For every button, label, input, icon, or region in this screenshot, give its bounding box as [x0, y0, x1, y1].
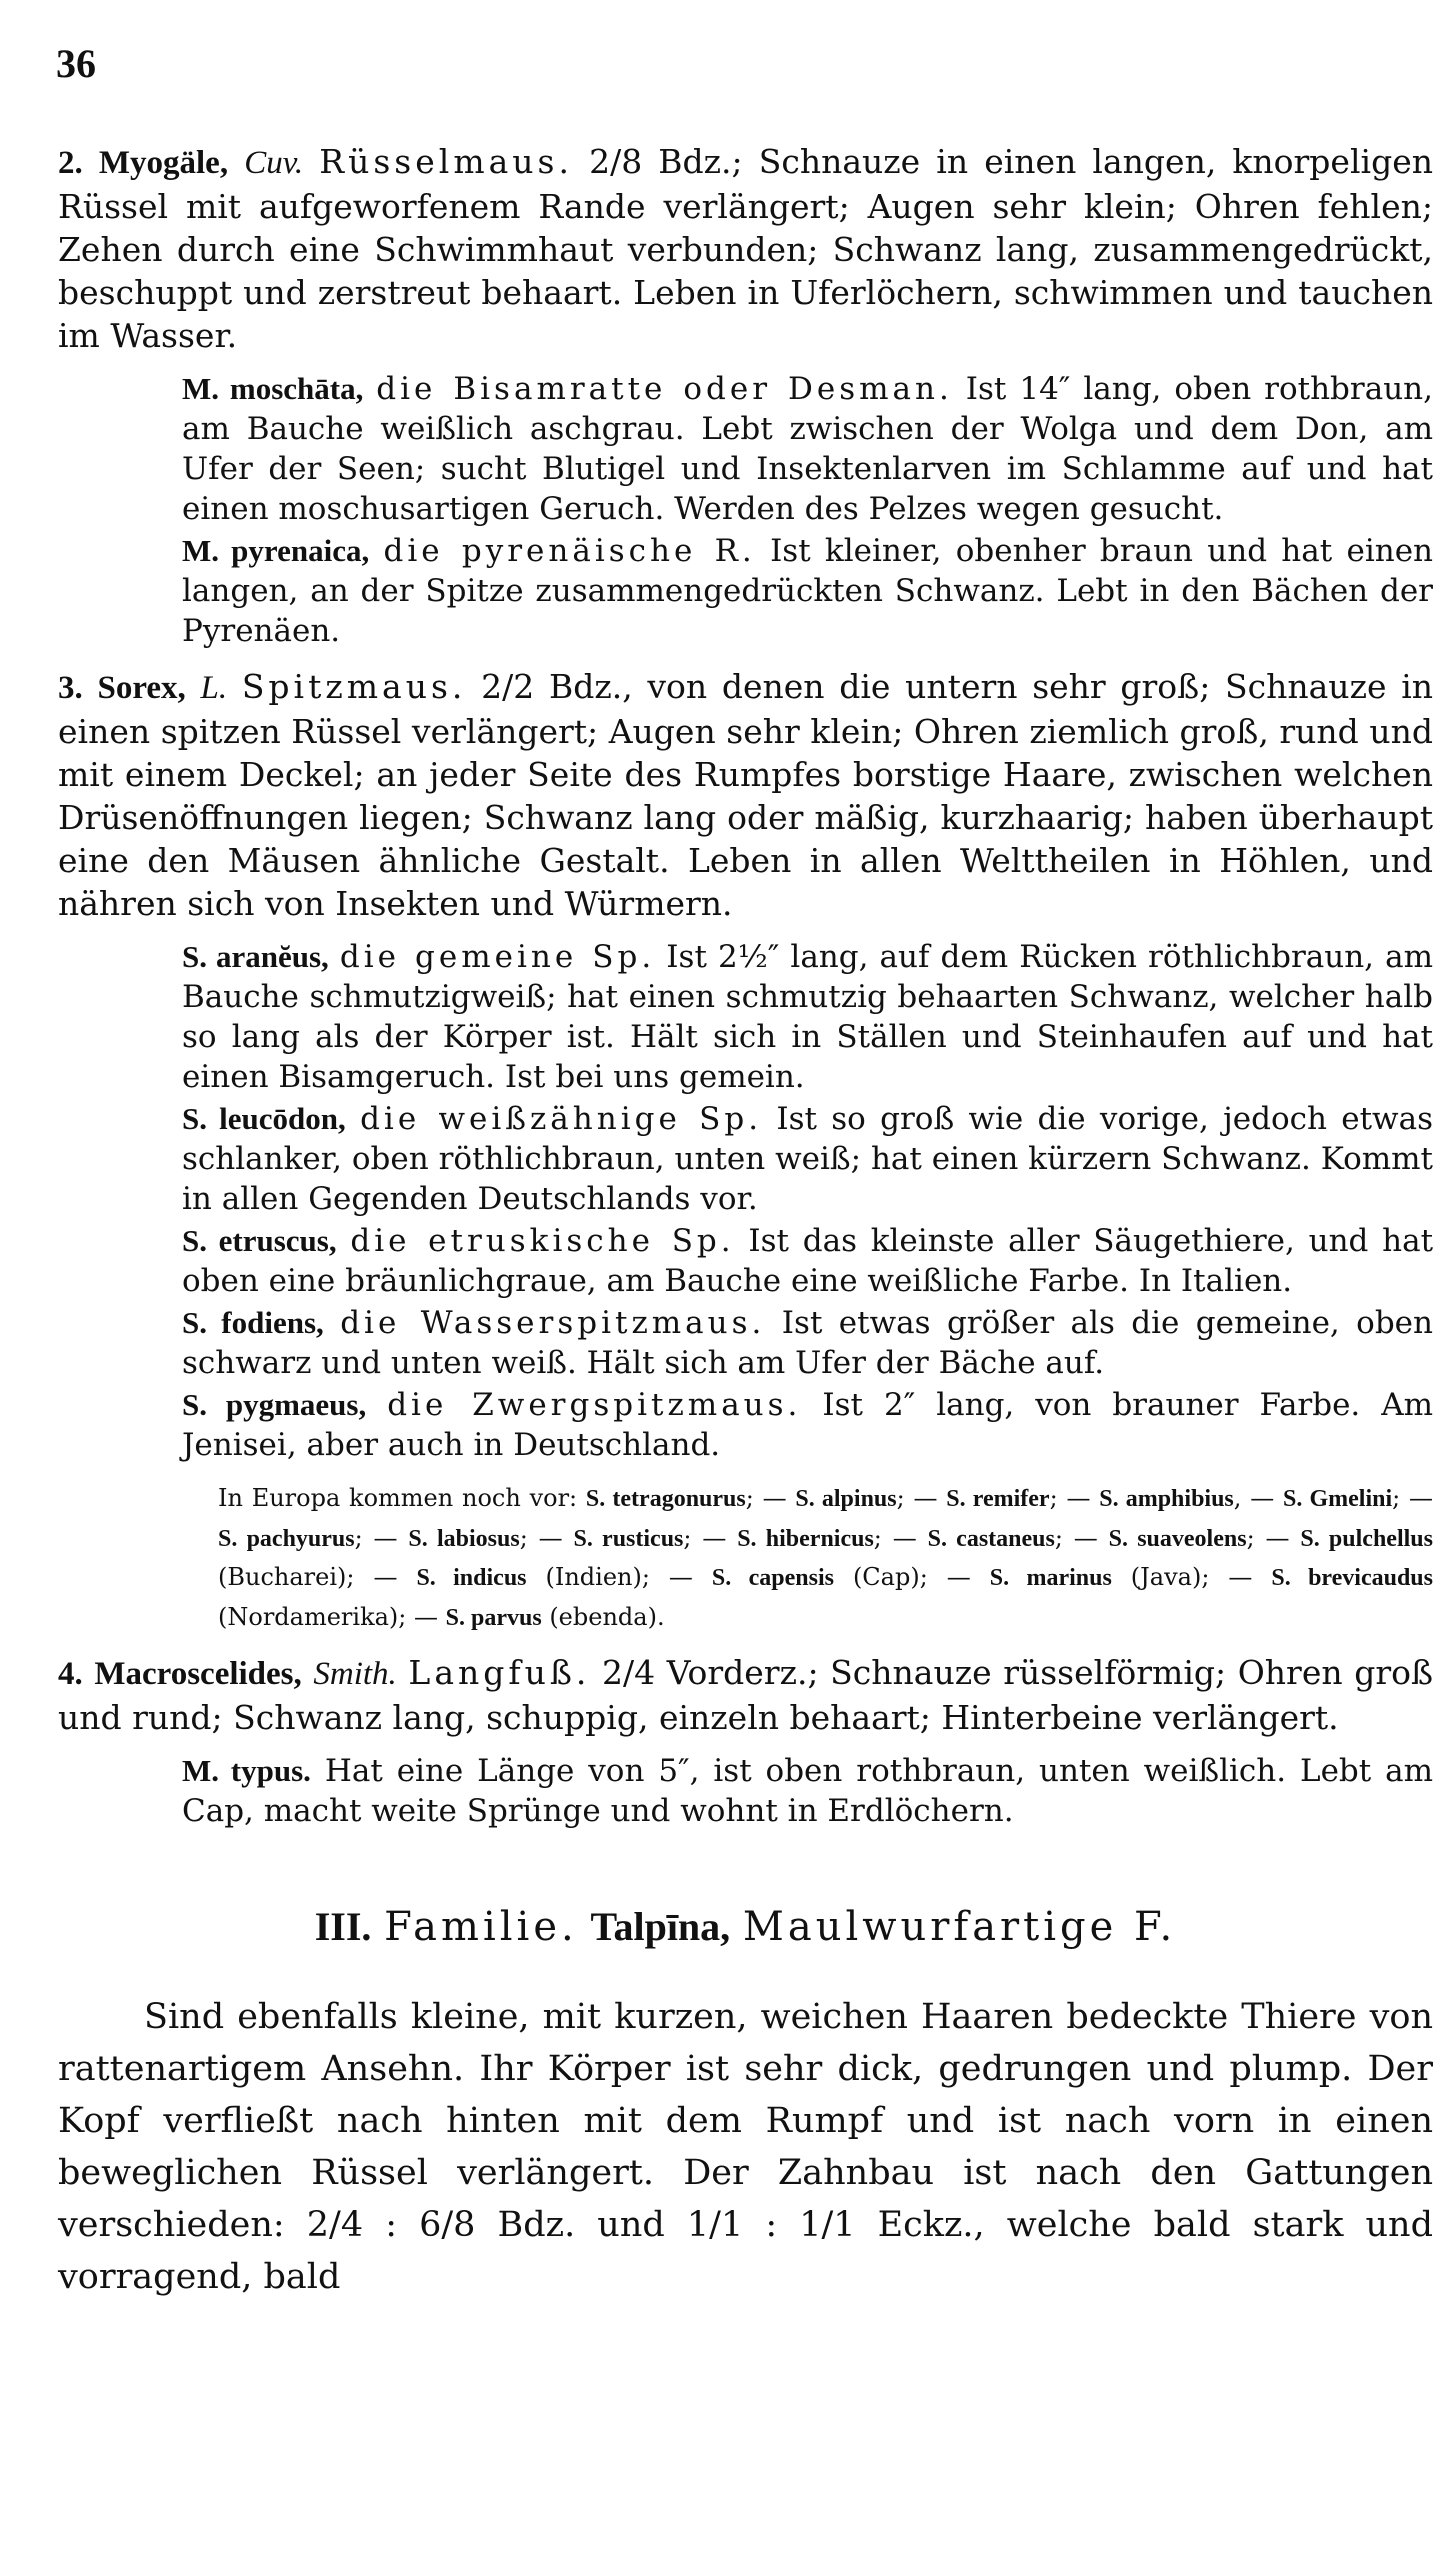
page-number: 36	[56, 41, 96, 86]
note-separator: —	[354, 1563, 417, 1591]
note-intro: In Europa kommen noch vor:	[218, 1484, 578, 1512]
note-separator: —	[1241, 1484, 1283, 1512]
note-species-name: S. amphibius	[1099, 1486, 1234, 1512]
genus-number: 2.	[58, 145, 83, 181]
note-species-name: S. pulchellus	[1300, 1525, 1433, 1552]
family-label: Familie.	[384, 1904, 578, 1950]
note-species-suffix: ;	[1054, 1523, 1063, 1552]
species-entry	[58, 1221, 1433, 1301]
note-species-name: S. parvus	[445, 1604, 542, 1631]
genus-number: 3.	[58, 670, 83, 706]
species-common-name: die Bisamratte oder Desman.	[376, 371, 953, 407]
note-separator: —	[753, 1484, 796, 1512]
note-species-suffix: ;	[1049, 1484, 1058, 1512]
note-species-name: S. Gmelini	[1282, 1486, 1393, 1512]
species-name: S. etruscus,	[182, 1223, 337, 1258]
note-species-suffix: (Cap);	[833, 1563, 928, 1591]
genus-description: 2/4 Vorderz.; Schnauze rüsselförmig; Ohren groß und rund; Schwanz lang, schuppig, einzeln behaart; Hinterbeine verlängert.	[58, 1653, 1434, 1737]
family-latin-name: Talpīna,	[590, 1904, 731, 1949]
note-species-name: S. marinus	[989, 1565, 1112, 1591]
species-name: S. pygmaeus,	[182, 1387, 367, 1422]
note-separator: —	[406, 1602, 446, 1631]
note-separator: —	[881, 1523, 928, 1552]
note-species-name: S. brevicaudus	[1271, 1565, 1433, 1591]
note-species-suffix: ;	[1246, 1523, 1255, 1552]
note-species-name: S. tetragonurus	[585, 1486, 746, 1512]
species-description: Ist etwas größer als die gemeine, oben schwarz und unten weiß. Hält sich am Ufer der Bäche auf.	[182, 1305, 1433, 1381]
species-entry	[58, 531, 1433, 651]
species-description: Hat eine Länge von 5″, ist oben rothbraun, unten weißlich. Lebt am Cap, macht weite Sprünge und wohnt in Erdlöchern.	[182, 1753, 1433, 1829]
species-description: Ist das kleinste aller Säugethiere, und hat oben eine bräunlichgraue, am Bauche eine weißliche Farbe. In Italien.	[182, 1223, 1434, 1299]
species-description: Ist 2″ lang, von brauner Farbe. Am Jenisei, aber auch in Deutschland.	[182, 1387, 1434, 1463]
species-common-name: die gemeine Sp.	[339, 939, 656, 975]
species-common-name: die weißzähnige Sp.	[360, 1101, 763, 1137]
species-description: Ist so groß wie die vorige, jedoch etwas schlanker, oben röthlichbraun, unten weiß; hat einen kürzern Schwanz. Kommt in allen Gegenden Deutschlands vor.	[182, 1101, 1433, 1217]
note-separator: —	[649, 1563, 712, 1591]
genus-myogale	[58, 140, 1433, 357]
family-heading	[58, 1901, 1433, 1953]
genus-description: 2/2 Bdz., von denen die untern sehr groß; Schnauze in einen spitzen Rüssel verlängert; Augen sehr klein; Ohren ziemlich groß, rund und mit einem Deckel; an jeder Seite des Rumpfes borstige Haare, zwischen welchen Drüsenöffnungen liegen; Schwanz lang oder mäßig, kurzhaarig; haben überhaupt eine den Mäusen ähnliche Gestalt. Leben in allen Welttheilen in Höhlen, und nähren sich von Insekten und Würmern.	[58, 667, 1433, 923]
note-separator: —	[1062, 1523, 1109, 1552]
note-species-name: S. hibernicus	[737, 1525, 874, 1552]
note-species-suffix: ,	[1233, 1484, 1242, 1512]
genus-common-name: Rüsselmaus.	[319, 142, 573, 181]
species-name: M. moschāta,	[182, 371, 364, 406]
note-species-name: S. labiosus	[408, 1525, 520, 1552]
note-separator: —	[904, 1484, 947, 1512]
genus-author: L.	[200, 670, 228, 706]
genus-macroscelides	[58, 1651, 1433, 1739]
note-species-name: S. pachyurus	[218, 1525, 355, 1552]
note-separator: —	[927, 1563, 990, 1591]
note-species-name: S. remifer	[946, 1486, 1050, 1512]
genus-sorex	[58, 665, 1433, 925]
note-species-name: S. alpinus	[795, 1486, 897, 1512]
note-species-suffix: ;	[896, 1484, 905, 1512]
genus-author: Cuv.	[244, 145, 304, 181]
species-description: Ist kleiner, obenher braun und hat einen langen, an der Spitze zusammengedrückten Schwanz. Lebt in den Bächen der Pyrenäen.	[182, 533, 1434, 649]
species-description: Ist 2½″ lang, auf dem Rücken röthlichbraun, am Bauche schmutzigweiß; hat einen schmutzig behaarten Schwanz, welcher halb so lang als der Körper ist. Hält sich in Ställen und Steinhaufen auf und hat einen Bisamgeruch. Ist bei uns gemein.	[182, 939, 1433, 1095]
note-species-suffix: ;	[519, 1523, 528, 1552]
note-separator: —	[691, 1523, 738, 1552]
species-common-name: die etruskische Sp.	[350, 1223, 735, 1259]
additional-species-note	[58, 1479, 1433, 1637]
species-name: S. fodiens,	[182, 1305, 324, 1340]
note-species-suffix: (Bucharei);	[218, 1563, 355, 1591]
species-entry	[58, 937, 1433, 1097]
note-species-suffix: (Nordamerika);	[218, 1602, 407, 1631]
note-species-name: S. castaneus	[927, 1525, 1055, 1552]
species-common-name: die Wasserspitzmaus.	[340, 1305, 766, 1341]
page-content	[58, 140, 1433, 2303]
note-species-name: S. suaveolens	[1108, 1525, 1247, 1552]
note-species-name: S. rusticus	[573, 1525, 684, 1552]
genus-number: 4.	[58, 1656, 83, 1692]
species-common-name: die pyrenäische R.	[383, 533, 756, 569]
family-german-name: Maulwurfartige F.	[742, 1904, 1177, 1950]
note-species-suffix: (ebenda).	[541, 1602, 665, 1631]
note-separator: —	[362, 1523, 409, 1552]
species-entry	[58, 1385, 1433, 1465]
family-number: III.	[314, 1904, 372, 1949]
genus-common-name: Spitzmaus.	[241, 667, 467, 706]
species-entry	[58, 1303, 1433, 1383]
note-species-suffix: ;	[683, 1523, 692, 1552]
species-entry	[58, 369, 1433, 529]
note-species-suffix: ;	[354, 1523, 363, 1552]
species-entry	[58, 1099, 1433, 1219]
genus-name: Macroscelides,	[94, 1656, 302, 1692]
species-name: M. typus.	[182, 1753, 311, 1788]
note-separator: —	[1209, 1563, 1272, 1591]
note-species-suffix: (Indien);	[526, 1563, 650, 1591]
note-species-suffix: ;	[1392, 1484, 1401, 1512]
note-species-name: S. indicus	[416, 1565, 527, 1591]
species-name: M. pyrenaica,	[182, 533, 370, 568]
note-separator: —	[1254, 1523, 1301, 1552]
genus-description: 2/8 Bdz.; Schnauze in einen langen, knorpeligen Rüssel mit aufgeworfenem Rande verlängert; Augen sehr klein; Ohren fehlen; Zehen durch eine Schwimmhaut verbunden; Schwanz lang, zusammengedrückt, beschuppt und zerstreut behaart. Leben in Uferlöchern, schwimmen und tauchen im Wasser.	[58, 142, 1433, 355]
note-separator: —	[1400, 1484, 1433, 1512]
note-species-suffix: ;	[745, 1484, 754, 1512]
genus-common-name: Langfuß.	[408, 1653, 591, 1692]
genus-name: Myogäle,	[98, 145, 229, 181]
species-name: S. aranĕus,	[182, 939, 329, 974]
species-name: S. leucōdon,	[182, 1101, 346, 1136]
family-description: Sind ebenfalls kleine, mit kurzen, weichen Haaren bedeckte Thiere von rattenartigem Ansehn. Ihr Körper ist sehr dick, gedrungen und plump. Der Kopf verfließt nach hinten mit dem Rumpf und ist nach vorn in einen beweglichen Rüssel verlängert. Der Zahnbau ist nach den Gattungen verschieden: 2/4 : 6/8 Bdz. und 1/1 : 1/1 Eckz., welche bald stark und vorragend, bald	[58, 1997, 1433, 2297]
note-species-suffix: ;	[873, 1523, 882, 1552]
species-entry	[58, 1751, 1433, 1831]
genus-name: Sorex,	[97, 670, 186, 706]
genus-author: Smith.	[313, 1656, 397, 1692]
note-separator: —	[527, 1523, 574, 1552]
note-species-name: S. capensis	[711, 1565, 834, 1591]
note-separator: —	[1057, 1484, 1100, 1512]
species-common-name: die Zwergspitzmaus.	[387, 1387, 802, 1423]
species-description: Ist 14″ lang, oben rothbraun, am Bauche weißlich aschgrau. Lebt zwischen der Wolga und dem Don, am Ufer der Seen; sucht Blutigel und Insektenlarven im Schlamme auf und hat einen moschusartigen Geruch. Werden des Pelzes wegen gesucht.	[182, 371, 1433, 527]
note-species-suffix: (Java);	[1111, 1563, 1210, 1591]
